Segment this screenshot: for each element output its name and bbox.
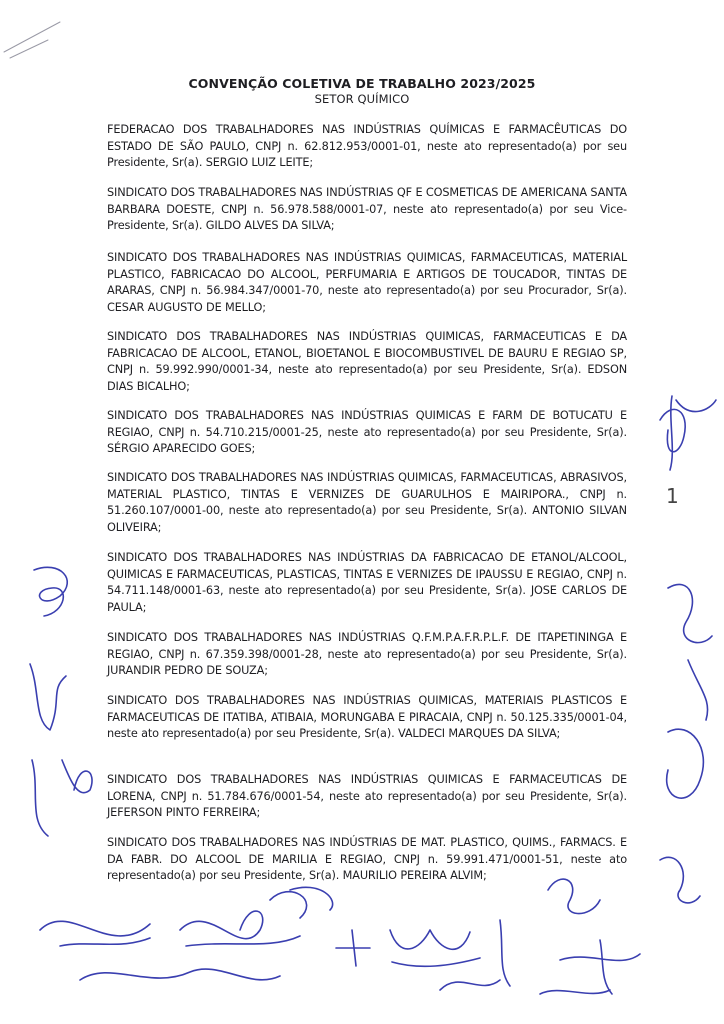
signature-right-2: [667, 660, 708, 798]
party-paragraph-1: FEDERACAO DOS TRABALHADORES NAS INDÚSTRIAS QUÍMICAS E FARMACÊUTICAS DO ESTADO DE SÃO PAULO, CNPJ n. 62.812.953/0001-01, neste ato representado(a) por seu Presidente, Sr(a). SERGIO LUIZ LEITE;: [107, 123, 627, 170]
party-paragraph-9: SINDICATO DOS TRABALHADORES NAS INDÚSTRIAS QUIMICAS, MATERIAIS PLASTICOS E FARMACEUTICAS DE ITATIBA, ATIBAIA, MORUNGABA E PIRACAIA, CNPJ n. 50.125.335/0001-04, neste ato representado(a) por seu Presidente, Sr(a). VALDECI MARQUES DA SILVA;: [107, 694, 627, 741]
signature-bottom-1: [40, 921, 150, 946]
signature-bottom-6: [500, 920, 510, 986]
party-paragraph-11: SINDICATO DOS TRABALHADORES NAS INDÚSTRIAS DE MAT. PLASTICO, QUIMS., FARMACS. E DA FABR. DO ALCOOL DE MARILIA E REGIAO, CNPJ n. 59.991.471/0001-51, neste ato representado(a) por seu Presidente, Sr(a). MAURILIO PEREIRA ALVIM;: [107, 836, 627, 883]
signature-bottom-3: [270, 887, 333, 918]
party-paragraph-2: SINDICATO DOS TRABALHADORES NAS INDÚSTRIAS QF E COSMETICAS DE AMERICANA SANTA BARBARA DOESTE, CNPJ n. 56.978.588/0001-07, neste ato representado(a) por seu Vice-Presidente, Sr(a). GILDO ALVES DA SILVA;: [107, 186, 627, 233]
signature-bottom-5: [390, 930, 480, 966]
signature-bottom-10: [440, 980, 500, 990]
signature-right-1: [668, 584, 712, 642]
party-paragraph-6: SINDICATO DOS TRABALHADORES NAS INDÚSTRIAS QUIMICAS, FARMACEUTICAS, ABRASIVOS, MATERIAL PLASTICO, TINTAS E VERNIZES DE GUARULHOS E MAIRIPORA., CNPJ n. 51.260.107/0001-00, neste ato representado(a) por seu Presidente, Sr(a). ANTONIO SILVAN OLIVEIRA;: [107, 471, 627, 534]
party-paragraph-4: SINDICATO DOS TRABALHADORES NAS INDÚSTRIAS QUIMICAS, FARMACEUTICAS E DA FABRICACAO DE ALCOOL, ETANOL, BIOETANOL E BIOCOMBUSTIVEL DE BAURU E REGIAO SP, CNPJ n. 59.992.990/0001-34, neste ato representado(a) por seu Presidente, Sr(a). EDSON DIAS BICALHO;: [107, 330, 627, 393]
party-paragraph-5: SINDICATO DOS TRABALHADORES NAS INDÚSTRIAS QUIMICAS E FARM DE BOTUCATU E REGIAO, CNPJ n. 54.710.215/0001-25, neste ato representado(a) por seu Presidente, Sr(a). SÉRGIO APARECIDO GOES;: [107, 409, 627, 456]
party-paragraph-7: SINDICATO DOS TRABALHADORES NAS INDÚSTRIAS DA FABRICACAO DE ETANOL/ALCOOL, QUIMICAS E FARMACEUTICAS, PLASTICAS, TINTAS E VERNIZES DE IPAUSSU E REGIAO, CNPJ n. 54.711.148/0001-63, neste ato representado(a) por seu Presidente, Sr(a). JOSE CARLOS DE PAULA;: [107, 551, 627, 614]
party-paragraph-3: SINDICATO DOS TRABALHADORES NAS INDÚSTRIAS QUIMICAS, FARMACEUTICAS, MATERIAL PLASTICO, FABRICACAO DO ALCOOL, PERFUMARIA E ARTIGOS DE TOUCADOR, TINTAS DE ARARAS, CNPJ n. 56.984.347/0001-70, neste ato representado(a) por seu Procurador, Sr(a). CESAR AUGUSTO DE MELLO;: [107, 251, 627, 314]
corner-pen-mark: [4, 22, 60, 58]
signature-bottom-4: [336, 930, 370, 966]
signature-left-2: [30, 664, 66, 730]
signature-right-3: [660, 857, 700, 903]
signature-bottom-8: [560, 940, 640, 994]
signature-bottom-7: [548, 879, 600, 913]
signature-right-top: [660, 396, 716, 470]
page-number: 1: [666, 484, 679, 508]
signature-left-3: [32, 760, 92, 836]
document-subtitle: SETOR QUÍMICO: [314, 92, 410, 106]
party-paragraph-10: SINDICATO DOS TRABALHADORES NAS INDÚSTRIAS QUIMICAS E FARMACEUTICAS DE LORENA, CNPJ n. 51.784.676/0001-54, neste ato representado(a) por seu Presidente, Sr(a). JEFERSON PINTO FERREIRA;: [107, 773, 627, 820]
signature-bottom-9: [80, 969, 280, 980]
signature-bottom-2: [180, 911, 300, 946]
party-paragraph-8: SINDICATO DOS TRABALHADORES NAS INDÚSTRIAS Q.F.M.P.A.F.R.P.L.F. DE ITAPETININGA E REGIAO, CNPJ n. 67.359.398/0001-28, neste ato representado(a) por seu Presidente, Sr(a). JURANDIR PEDRO DE SOUZA;: [107, 631, 627, 678]
document-title: CONVENÇÃO COLETIVA DE TRABALHO 2023/2025: [188, 76, 536, 91]
signature-bottom-11: [540, 990, 610, 994]
signature-left-1: [34, 567, 67, 616]
